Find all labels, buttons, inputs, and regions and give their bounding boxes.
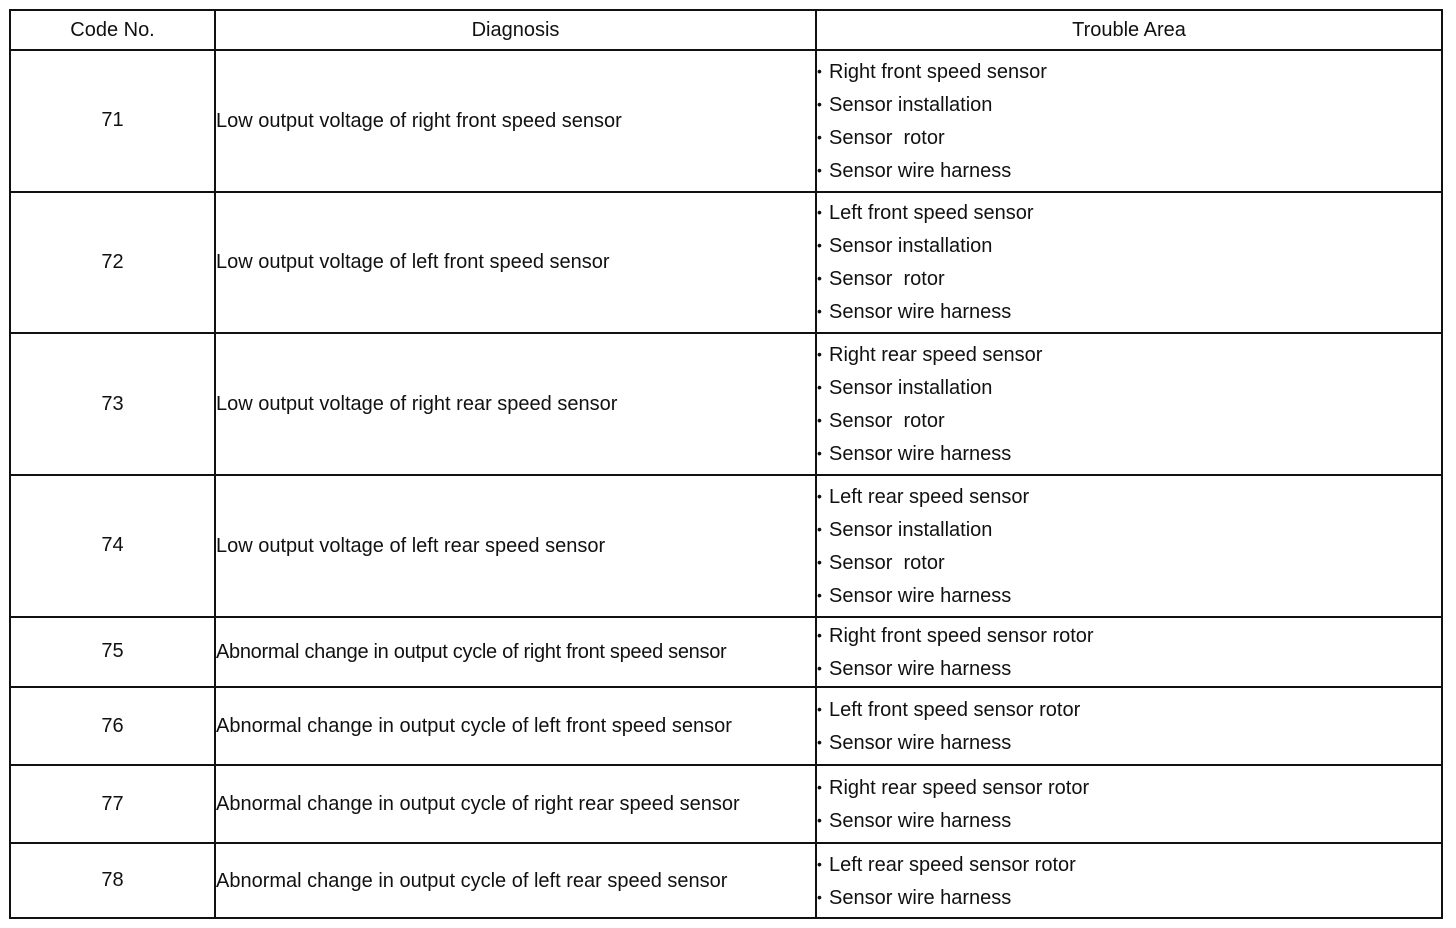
list-item: • Sensor rotor	[817, 121, 1441, 154]
code-cell: 73	[10, 333, 215, 475]
bullet-icon: •	[817, 62, 822, 79]
table-row	[10, 765, 1442, 843]
list-item: • Right rear speed sensor	[817, 338, 1441, 371]
code-cell: 75	[10, 617, 215, 688]
bullet-icon: •	[817, 659, 822, 676]
bullet-icon: •	[817, 128, 822, 145]
bullet-icon: •	[817, 95, 822, 112]
bullet-icon: •	[817, 520, 822, 537]
trouble-area-cell	[816, 765, 1442, 843]
trouble-area-cell	[816, 50, 1442, 192]
code-cell: 76	[10, 687, 215, 765]
trouble-area-cell	[816, 475, 1442, 617]
bullet-icon: •	[817, 812, 822, 829]
trouble-area-list	[817, 771, 1441, 837]
diagnosis-cell: Abnormal change in output cycle of left front speed sensor	[215, 687, 816, 765]
diagnosis-cell: Abnormal change in output cycle of left rear speed sensor	[215, 843, 816, 918]
bullet-icon: •	[817, 346, 822, 363]
bullet-icon: •	[817, 270, 822, 287]
list-item: • Sensor wire harness	[817, 437, 1441, 470]
trouble-area-list	[817, 196, 1441, 328]
diagnosis-cell: Low output voltage of right front speed sensor	[215, 50, 816, 192]
list-item: • Left front speed sensor rotor	[817, 693, 1441, 726]
list-item: • Sensor wire harness	[817, 652, 1441, 685]
list-item: • Sensor wire harness	[817, 579, 1441, 612]
trouble-area-list	[817, 848, 1441, 914]
list-item: • Right front speed sensor rotor	[817, 619, 1441, 652]
table-header-row	[10, 10, 1442, 50]
list-item: • Sensor wire harness	[817, 804, 1441, 837]
table-row	[10, 687, 1442, 765]
list-item: • Right front speed sensor	[817, 55, 1441, 88]
list-item: • Sensor wire harness	[817, 726, 1441, 759]
trouble-area-cell	[816, 687, 1442, 765]
list-item: • Left rear speed sensor	[817, 480, 1441, 513]
table-row	[10, 843, 1442, 918]
diagnosis-cell: Abnormal change in output cycle of right front speed sensor	[215, 617, 816, 688]
table-row	[10, 333, 1442, 475]
header-trouble-area: Trouble Area	[816, 10, 1442, 50]
header-code-no: Code No.	[10, 10, 215, 50]
trouble-area-list	[817, 480, 1441, 612]
table-row	[10, 475, 1442, 617]
trouble-area-cell	[816, 333, 1442, 475]
list-item: • Sensor installation	[817, 371, 1441, 404]
diagnosis-cell: Low output voltage of left front speed sensor	[215, 192, 816, 334]
bullet-icon: •	[817, 553, 822, 570]
diagnosis-cell: Low output voltage of left rear speed sensor	[215, 475, 816, 617]
code-cell: 71	[10, 50, 215, 192]
diagnosis-cell: Abnormal change in output cycle of right rear speed sensor	[215, 765, 816, 843]
bullet-icon: •	[817, 701, 822, 718]
list-item: • Sensor wire harness	[817, 154, 1441, 187]
bullet-icon: •	[817, 779, 822, 796]
list-item: • Right rear speed sensor rotor	[817, 771, 1441, 804]
bullet-icon: •	[817, 626, 822, 643]
table-row	[10, 50, 1442, 192]
list-item: • Sensor wire harness	[817, 295, 1441, 328]
list-item: • Sensor rotor	[817, 546, 1441, 579]
code-cell: 72	[10, 192, 215, 334]
list-item: • Sensor rotor	[817, 262, 1441, 295]
trouble-area-cell	[816, 192, 1442, 334]
bullet-icon: •	[817, 412, 822, 429]
trouble-area-list	[817, 619, 1441, 685]
bullet-icon: •	[817, 161, 822, 178]
diagnostic-code-table	[9, 9, 1443, 919]
list-item: • Sensor wire harness	[817, 881, 1441, 914]
header-diagnosis: Diagnosis	[215, 10, 816, 50]
bullet-icon: •	[817, 237, 822, 254]
list-item: • Sensor installation	[817, 513, 1441, 546]
document-page	[9, 9, 1441, 919]
trouble-area-list	[817, 693, 1441, 759]
list-item: • Sensor rotor	[817, 404, 1441, 437]
list-item: • Left rear speed sensor rotor	[817, 848, 1441, 881]
table-row	[10, 617, 1442, 688]
list-item: • Sensor installation	[817, 88, 1441, 121]
list-item: • Sensor installation	[817, 229, 1441, 262]
trouble-area-cell	[816, 843, 1442, 918]
trouble-area-cell	[816, 617, 1442, 688]
table-row	[10, 192, 1442, 334]
code-cell: 77	[10, 765, 215, 843]
bullet-icon: •	[817, 855, 822, 872]
bullet-icon: •	[817, 734, 822, 751]
bullet-icon: •	[817, 445, 822, 462]
list-item: • Left front speed sensor	[817, 196, 1441, 229]
bullet-icon: •	[817, 204, 822, 221]
trouble-area-list	[817, 338, 1441, 470]
diagnosis-cell: Low output voltage of right rear speed sensor	[215, 333, 816, 475]
code-cell: 78	[10, 843, 215, 918]
bullet-icon: •	[817, 586, 822, 603]
bullet-icon: •	[817, 379, 822, 396]
bullet-icon: •	[817, 303, 822, 320]
bullet-icon: •	[817, 888, 822, 905]
code-cell: 74	[10, 475, 215, 617]
trouble-area-list	[817, 55, 1441, 187]
bullet-icon: •	[817, 487, 822, 504]
